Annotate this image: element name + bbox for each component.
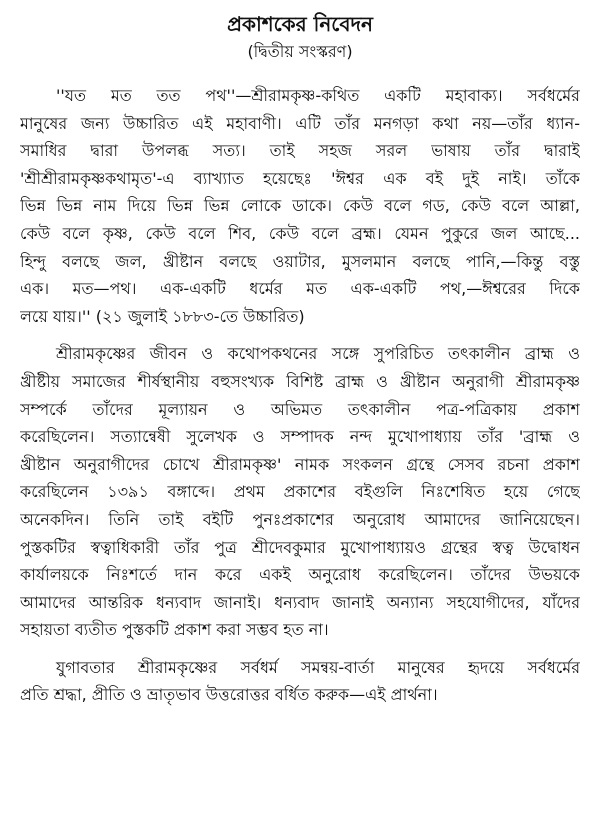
text-line: সমাধির দ্বারা উপলব্ধ সত্য। তাই সহজ সরল ভাষায় তাঁর দ্বারাই xyxy=(20,141,580,161)
text-line: আমাদের আন্তরিক ধন্যবাদ জানাই। ধন্যবাদ জানাই অন্যান্য সহযোগীদের, যাঁদের xyxy=(20,592,580,612)
text-line: ভিন্ন ভিন্ন নাম দিয়ে ভিন্ন ভিন্ন লোকে ডাকে। কেউ বলে গড, কেউ বলে আল্লা, xyxy=(20,196,580,216)
text-line: লয়ে যায়।'' (২১ জুলাই ১৮৮৩-তে উচ্চারিত) xyxy=(20,306,305,326)
text-line: করেছিলেন ১৩৯১ বঙ্গাব্দে। প্রথম প্রকাশের বইগুলি নিঃশেষিত হয়ে গেছে xyxy=(20,482,580,502)
text-line: হিন্দু বলছে জল, খ্রীষ্টান বলছে ওয়াটার, মুসলমান বলছে পানি,—কিন্তু বস্তু xyxy=(20,251,580,271)
text-line: 'শ্রীশ্রীরামকৃষ্ণকথামৃত'-এ ব্যাখ্যাত হয়েছেঃ 'ঈশ্বর এক বই দুই নাই। তাঁকে xyxy=(20,168,580,188)
text-line: খ্রীষ্টান অনুরাগীদের চোখে শ্রীরামকৃষ্ণ' নামক সংকলন গ্রন্থে সেসব রচনা প্রকাশ xyxy=(20,454,580,474)
text-line: শ্রীরামকৃষ্ণের জীবন ও কথোপকথনের সঙ্গে সুপরিচিত তৎকালীন ব্রাহ্ম ও xyxy=(56,344,580,364)
text-line: অনেকদিন। তিনি তাই বইটি পুনঃপ্রকাশের অনুরোধ আমাদের জানিয়েছেন। xyxy=(20,509,580,529)
text-line: ''যত মত তত পথ''—শ্রীরামকৃষ্ণ-কথিত একটি মহাবাক্য। সর্বধর্মের xyxy=(56,86,580,105)
paragraph-2 xyxy=(20,340,580,644)
paragraph-1 xyxy=(20,82,580,330)
text-line: সহায়তা ব্যতীত পুস্তকটি প্রকাশ করা সম্ভব হত না। xyxy=(20,620,329,640)
page-title: প্রকাশকের নিবেদন xyxy=(227,12,373,36)
text-line: প্রতি শ্রদ্ধা, প্রীতি ও ভ্রাতৃভাব উত্তরোত্তর বর্ধিত করুক—এই প্রার্থনা। xyxy=(20,685,438,705)
text-line: সম্পর্কে তাঁদের মূল্যায়ন ও অভিমত তৎকালীন পত্র-পত্রিকায় প্রকাশ xyxy=(20,399,580,419)
paragraph-3 xyxy=(20,654,580,709)
text-line: যুগাবতার শ্রীরামকৃষ্ণের সর্বধর্ম সমন্বয়-বার্তা মানুষের হৃদয়ে সর্বধর্মের xyxy=(56,657,580,677)
text-line: কার্যালয়কে নিঃশর্তে দান করে একই অনুরোধ করেছিলেন। তাঁদের উভয়কে xyxy=(20,565,580,585)
text-line: কেউ বলে কৃষ্ণ, কেউ বলে শিব, কেউ বলে ব্রহ্ম। যেমন পুকুরে জল আছে... xyxy=(20,223,580,243)
text-line: মানুষের জন্য উচ্চারিত এই মহাবাণী। এটি তাঁর মনগড়া কথা নয়—তাঁর ধ্যান- xyxy=(20,113,580,133)
text-line: খ্রীষ্টীয় সমাজের শীর্ষস্থানীয় বহুসংখ্যক বিশিষ্ট ব্রাহ্ম ও খ্রীষ্টান অনুরাগী শ্রীরামকৃষ্ণ xyxy=(20,371,580,391)
text-line: করেছিলেন। সত্যান্বেষী সুলেখক ও সম্পাদক নন্দ মুখোপাধ্যায় তাঁর 'ব্রাহ্ম ও xyxy=(20,427,580,447)
text-line: পুস্তকটির স্বত্বাধিকারী তাঁর পুত্র শ্রীদেবকুমার মুখোপাধ্যায়ও গ্রন্থের স্বত্ব উদ্বোধন xyxy=(20,537,580,557)
edition-subtitle: (দ্বিতীয় সংস্করণ) xyxy=(247,42,353,61)
text-line: এক। মত—পথ। এক-একটি ধর্মের মত এক-একটি পথ,—ঈশ্বরের দিকে xyxy=(20,279,580,299)
